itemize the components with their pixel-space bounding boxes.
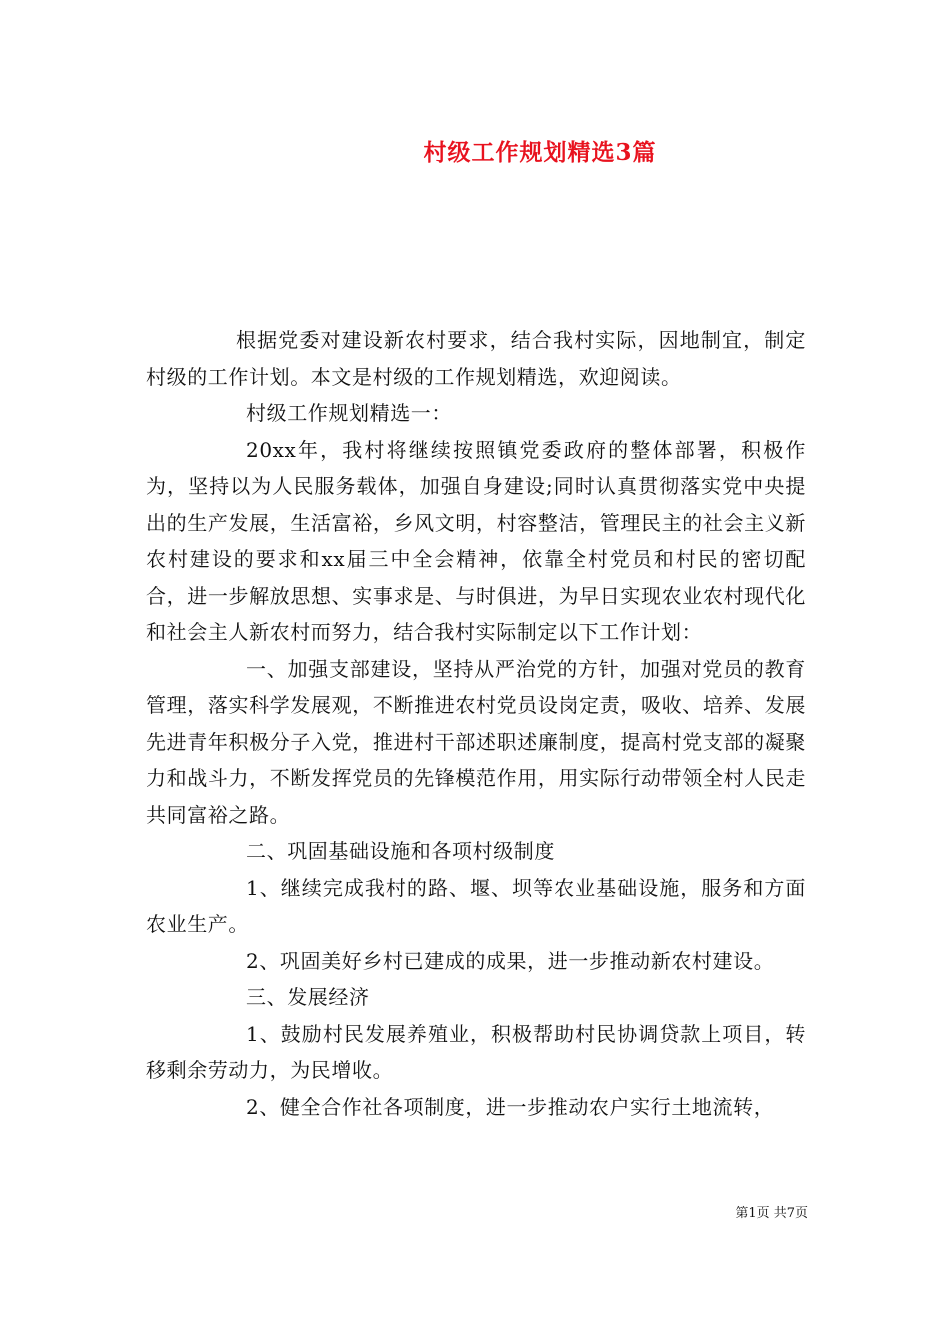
section-heading-economy: 三、发展经济 — [246, 985, 370, 1009]
paragraph-intro: 根据党委对建设新农村要求，结合我村实际，因地制宜，制定村级的工作计划。本文是村级的工作规划精选，欢迎阅读。 — [146, 328, 806, 389]
paragraph-infrastructure-1: 1、继续完成我村的路、堰、坝等农业基础设施，服务和方面农业生产。 — [146, 875, 806, 936]
document-body — [146, 322, 806, 1125]
paragraph-economy-1: 1、鼓励村民发展养殖业，积极帮助村民协调贷款上项目，转移剩余劳动力，为民增收。 — [146, 1021, 806, 1082]
section-heading-infrastructure: 二、巩固基础设施和各项村级制度 — [246, 839, 555, 863]
page-number-footer: 第1页 共7页 — [735, 1206, 808, 1221]
paragraph-party-building: 一、加强支部建设，坚持从严治党的方针，加强对党员的教育管理，落实科学发展观，不断推进农村党员设岗定责，吸收、培养、发展先进青年积极分子入党，推进村干部述职述廉制度，提高村党支部的凝聚力和战斗力，不断发挥党员的先锋模范作用，用实际行动带领全村人民走共同富裕之路。 — [146, 656, 806, 827]
paragraph-economy-2: 2、健全合作社各项制度，进一步推动农户实行土地流转， — [246, 1094, 775, 1119]
section-heading-plan-one: 村级工作规划精选一： — [246, 401, 452, 425]
document-title: 村级工作规划精选3篇 — [423, 139, 657, 166]
paragraph-plan-overview: 20xx年，我村将继续按照镇党委政府的整体部署，积极作为，坚持以为人民服务载体，加强自身建设;同时认真贯彻落实党中央提出的生产发展，生活富裕，乡风文明，村容整洁，管理民主的社会主义新农村建设的要求和xx届三中全会精神，依靠全村党员和村民的密切配合，进一步解放思想、实事求是、与时俱进，为早日实现农业农村现代化和社会主人新农村而努力，结合我村实际制定以下工作计划： — [146, 437, 806, 644]
paragraph-infrastructure-2: 2、巩固美好乡村已建成的成果，进一步推动新农村建设。 — [246, 948, 775, 973]
